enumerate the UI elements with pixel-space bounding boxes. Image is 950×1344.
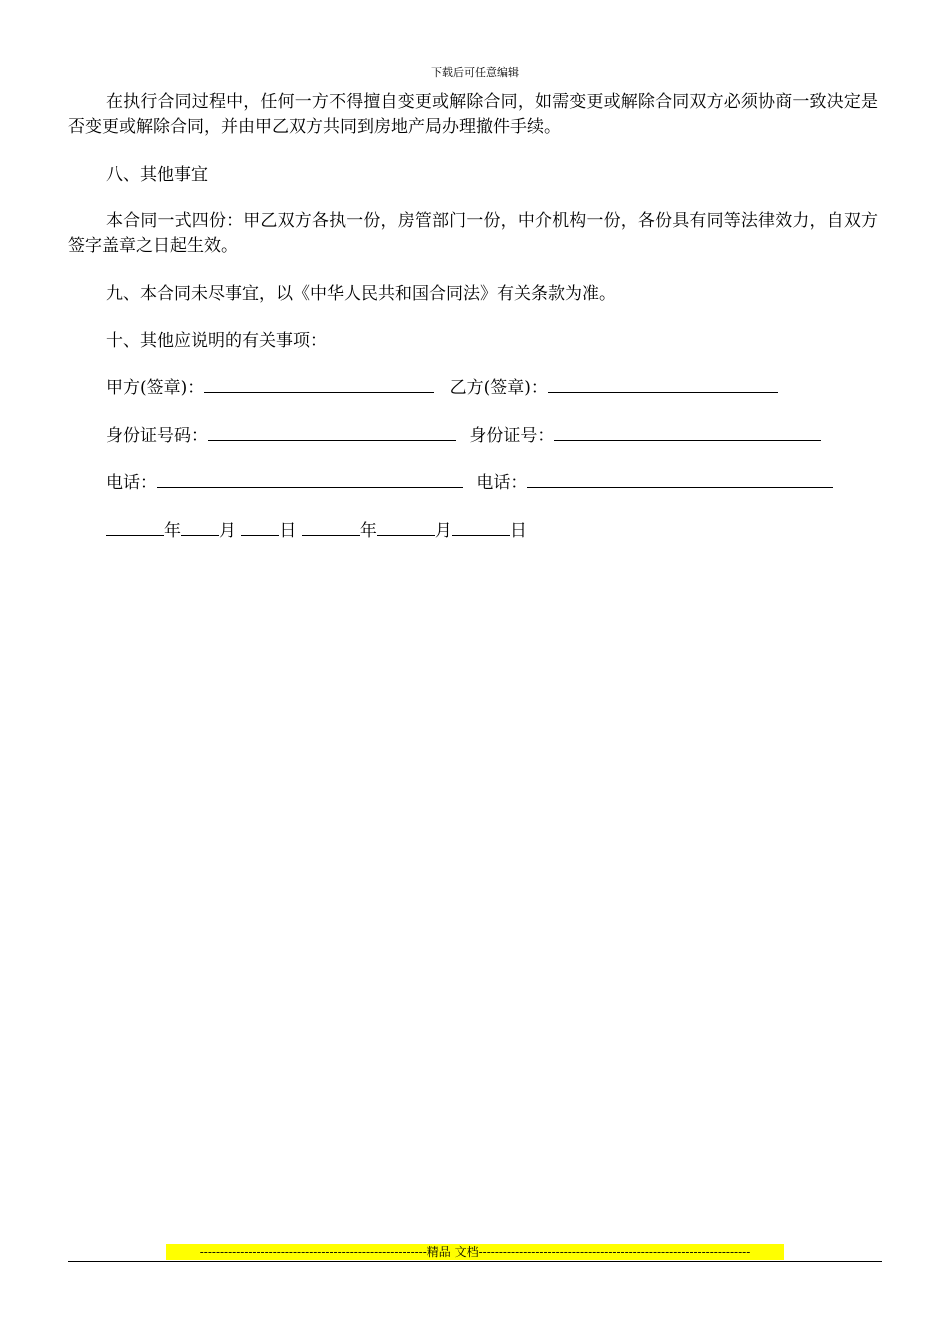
paragraph-copies-validity: 本合同一式四份：甲乙双方各执一份，房管部门一份，中介机构一份，各份具有同等法律效力，自双方签字盖章之日起生效。	[68, 211, 878, 256]
footer-divider	[68, 1261, 882, 1262]
party-a-id-blank[interactable]	[208, 423, 456, 441]
party-b-signature-blank[interactable]	[548, 375, 778, 393]
date-a-day-label: 日	[279, 521, 297, 541]
party-b-phone-blank[interactable]	[527, 470, 833, 488]
paragraph-other-notes: 十、其他应说明的有关事项：	[106, 331, 327, 351]
date-b-month-blank[interactable]	[377, 518, 435, 536]
date-b-year-blank[interactable]	[302, 518, 360, 536]
signature-row	[106, 375, 778, 401]
id-number-row	[106, 423, 821, 449]
party-b-id-label: 身份证号：	[469, 426, 555, 446]
date-row	[106, 518, 527, 544]
party-a-id-label: 身份证号码：	[106, 426, 208, 446]
party-a-signature-label: 甲方(签章)：	[106, 378, 205, 398]
date-b-day-label: 日	[509, 521, 527, 541]
party-b-phone-label: 电话：	[476, 473, 528, 493]
date-a-year-blank[interactable]	[106, 518, 164, 536]
date-a-day-blank[interactable]	[241, 518, 279, 536]
party-b-signature-label: 乙方(签章)：	[449, 378, 548, 398]
date-a-month-label: 月	[219, 521, 236, 541]
paragraph-contract-law: 九、本合同未尽事宜，以《中华人民共和国合同法》有关条款为准。	[106, 284, 616, 304]
date-b-day-blank[interactable]	[452, 518, 510, 536]
party-b-id-blank[interactable]	[554, 423, 821, 441]
date-b-year-label: 年	[359, 521, 377, 541]
party-a-phone-blank[interactable]	[157, 470, 463, 488]
header-note: 下载后可任意编辑	[431, 66, 519, 79]
phone-row	[106, 470, 833, 496]
date-a-year-label: 年	[164, 521, 181, 541]
date-a-month-blank[interactable]	[181, 518, 219, 536]
date-b-month-label: 月	[434, 521, 452, 541]
paragraph-contract-change: 在执行合同过程中，任何一方不得擅自变更或解除合同，如需变更或解除合同双方必须协商一致决定是否变更或解除合同，并由甲乙双方共同到房地产局办理撤件手续。	[68, 92, 878, 137]
section-heading-other-matters: 八、其他事宜	[106, 165, 208, 185]
party-a-phone-label: 电话：	[106, 473, 157, 493]
footer-banner: --------------------------------------------------------精品 文档-------------------------------------------------------------------	[166, 1244, 784, 1260]
party-a-signature-blank[interactable]	[204, 375, 434, 393]
